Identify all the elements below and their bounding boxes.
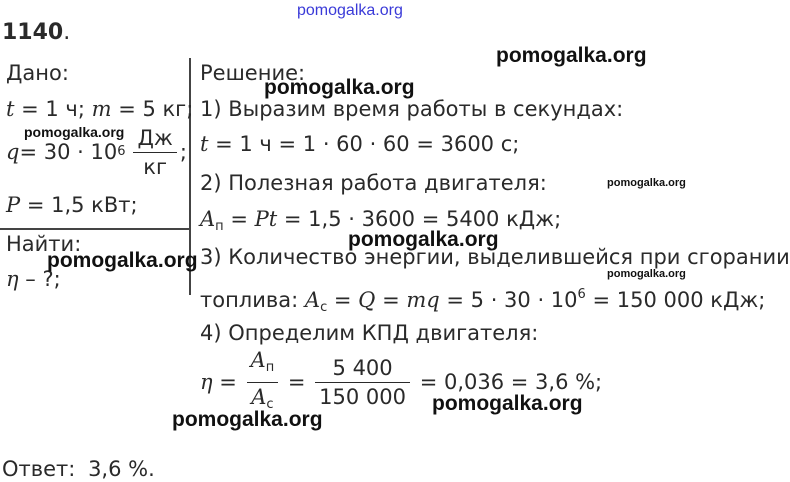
watermark-9: pomogalka.org: [172, 408, 323, 431]
answer-line: [2, 456, 155, 482]
eq4-den-sub: с: [266, 396, 274, 412]
eq4-fraction-num: [247, 347, 279, 383]
given-divider-horizontal: [0, 228, 190, 230]
eq3-m: m: [406, 288, 427, 312]
given-heading: Дано:: [6, 61, 69, 85]
solution-heading: Решение:: [200, 61, 306, 85]
eq4-num-sub: п: [265, 359, 275, 375]
eq4-den-a: A: [251, 384, 267, 409]
eq2-a: A: [200, 207, 216, 231]
solution-step3: 3) Количество энергии, выделившейся при сгорании: [200, 245, 790, 269]
eq4-num-a: A: [250, 347, 266, 372]
given-p-value: = 1,5 кВт;: [20, 193, 138, 217]
eq2-rest: = 1,5 · 3600 = 5400 кДж;: [277, 207, 562, 231]
problem-number-value: 1140: [2, 20, 64, 45]
eq4-fraction-symbolic: [247, 347, 279, 418]
solution-step3-equation: [200, 282, 765, 321]
watermark-5: pomogalka.org: [348, 228, 499, 251]
var-m: m: [91, 97, 112, 121]
given-q-exponent: 6: [117, 144, 126, 159]
solution-step4: 4) Определим КПД двигателя:: [200, 321, 539, 345]
watermark-8: pomogalka.org: [432, 392, 583, 415]
problem-number: [2, 20, 70, 46]
find-heading: Найти:: [6, 232, 82, 256]
eq3-a: A: [304, 288, 321, 312]
eq4-eq2: =: [281, 370, 313, 394]
given-t-value: = 1 ч;: [14, 97, 92, 121]
eq3-a-sub: с: [320, 300, 328, 315]
eq3-prefix: топлива:: [200, 288, 305, 312]
watermark-4: pomogalka.org: [607, 177, 686, 189]
var-p: P: [6, 193, 21, 217]
watermark-6: pomogalka.org: [47, 249, 198, 272]
eq3-q: Q: [358, 288, 376, 312]
eq3-rest: = 5 · 30 · 10: [439, 288, 578, 312]
solution-step2: 2) Полезная работа двигателя:: [200, 171, 547, 195]
unit-denominator: кг: [143, 154, 167, 179]
var-t: t: [6, 97, 15, 121]
eq1-var-t: t: [200, 132, 209, 156]
solution-step1: 1) Выразим время работы в секундах:: [200, 97, 624, 121]
find-value: – ?;: [18, 267, 61, 291]
watermark-2: pomogalka.org: [264, 76, 415, 99]
unit-numerator: Дж: [133, 125, 176, 153]
eq4-den2: 150 000: [319, 384, 407, 409]
eq4-eta: η: [200, 370, 213, 394]
given-m-value: = 5 кг;: [111, 97, 194, 121]
problem-number-dot: .: [63, 20, 71, 45]
eq3-exponent: 6: [577, 287, 586, 302]
var-q: q: [6, 140, 20, 164]
eq3-eq1: =: [327, 288, 359, 312]
eq1-rest: = 1 ч = 1 · 60 · 60 = 3600 с;: [208, 132, 520, 156]
eq2-a-sub: п: [215, 219, 224, 234]
watermark-top: pomogalka.org: [297, 2, 403, 19]
watermark-3: pomogalka.org: [24, 124, 125, 140]
eq2-p: P: [254, 207, 269, 231]
given-q-tail: ;: [179, 140, 187, 164]
eq3-rest2: = 150 000 кДж;: [585, 288, 766, 312]
answer-label: Ответ:: [2, 457, 76, 481]
eq4-rest: = 0,036 = 3,6 %;: [413, 370, 603, 394]
given-line-power: [6, 192, 138, 218]
eq3-eq2: =: [375, 288, 407, 312]
answer-value: 3,6 %.: [88, 457, 155, 481]
eq2-eq: =: [223, 207, 255, 231]
eq4-fraction-numeric: [315, 355, 410, 410]
watermark-1: pomogalka.org: [496, 44, 647, 67]
given-line-time-mass: [6, 96, 193, 122]
eq3-q2: q: [426, 288, 440, 312]
var-eta: η: [6, 267, 19, 291]
eq2-t: t: [268, 207, 278, 231]
solution-step1-equation: [200, 131, 519, 157]
given-q-value: = 30 · 10: [19, 140, 118, 164]
eq4-num2: 5 400: [315, 355, 410, 383]
watermark-7: pomogalka.org: [607, 268, 686, 280]
unit-fraction: [133, 125, 176, 180]
eq4-eq1: =: [212, 370, 244, 394]
